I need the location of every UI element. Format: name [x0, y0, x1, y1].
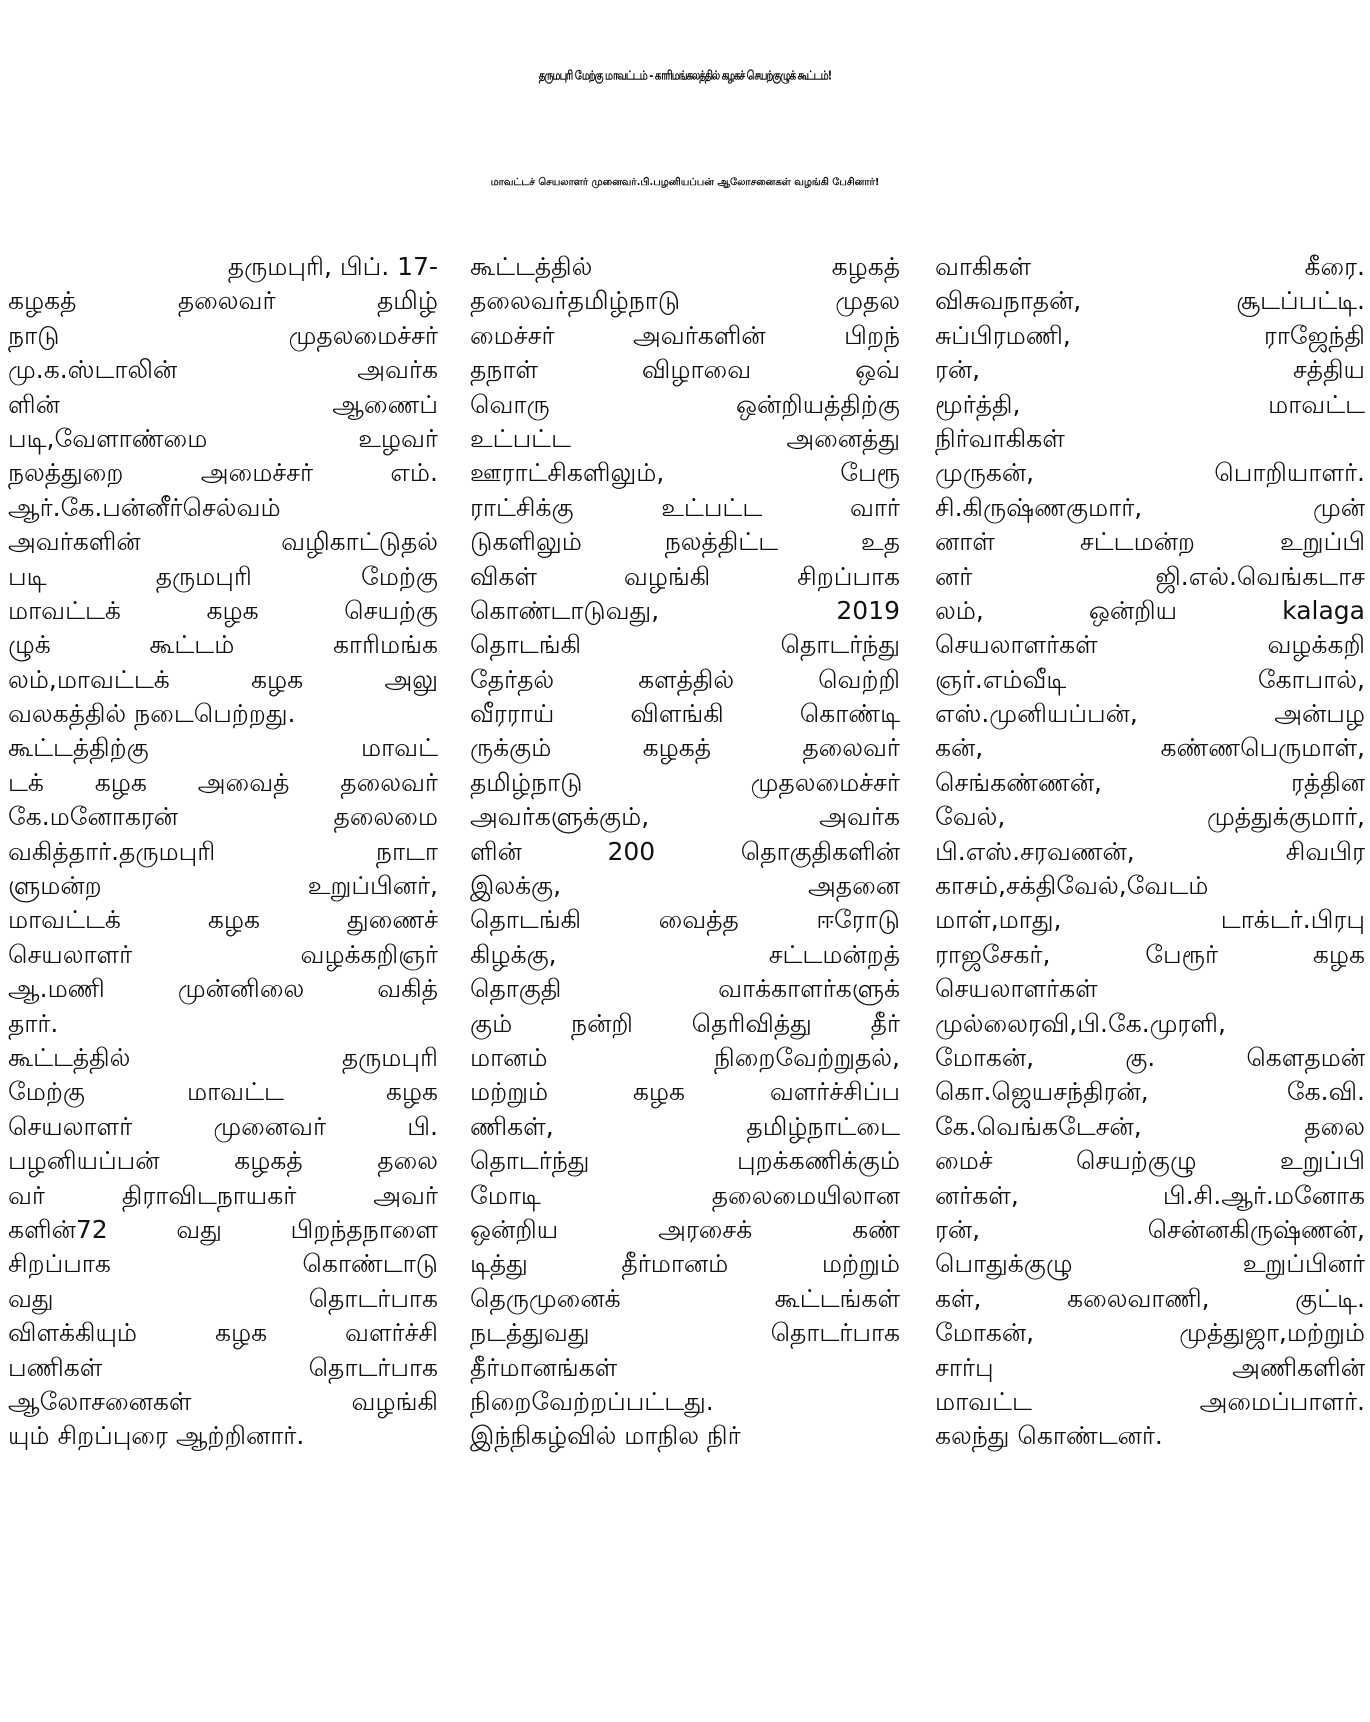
- article-line: ணிகள், தமிழ்நாட்டை: [470, 1111, 900, 1141]
- article-line: மாள்,மாது, டாக்டர்.பிரபு: [935, 905, 1365, 935]
- article-line: கூட்டத்தில் தருமபுரி: [8, 1042, 438, 1072]
- article-line: டுகளிலும் நலத்திட்ட உத: [470, 527, 900, 557]
- article-line: மானம் நிறைவேற்றுதல்,: [470, 1042, 900, 1072]
- article-line: மைச் செயற்குழு உறுப்பி: [935, 1146, 1365, 1176]
- article-line: னாள் சட்டமன்ற உறுப்பி: [935, 527, 1365, 557]
- article-line: செயலாளர்கள்: [935, 974, 1098, 1004]
- article-line: செயலாளர்கள் வழக்கறி: [935, 630, 1365, 660]
- article-line: சார்பு அணிகளின்: [935, 1352, 1365, 1382]
- article-line: தார்.: [8, 1008, 59, 1038]
- article-line: ரன், சென்னகிருஷ்ணன்,: [935, 1214, 1365, 1244]
- article-line: கள், கலைவாணி, குட்டி.: [935, 1283, 1365, 1313]
- article-line: படி தருமபுரி மேற்கு: [8, 561, 438, 591]
- article-line: ஒன்றிய அரசைக் கண்: [470, 1214, 900, 1244]
- article-line: மற்றும் கழக வளர்ச்சிப்ப: [470, 1077, 900, 1107]
- article-line: வேல், முத்துக்குமார்,: [935, 802, 1365, 832]
- article-line: வீரராய் விளங்கி கொண்டி: [470, 699, 900, 729]
- article-line: பணிகள் தொடர்பாக: [8, 1352, 438, 1382]
- article-line: தருமபுரி, பிப். 17-: [227, 252, 438, 281]
- article-line: செயலாளர் வழக்கறிஞர்: [8, 939, 438, 969]
- article-line: களின்72 வது பிறந்தநாளை: [8, 1214, 438, 1244]
- article-line: லம், ஒன்றிய kalaga: [935, 595, 1365, 625]
- article-line: மோகன், முத்துஜா,மற்றும்: [935, 1318, 1365, 1348]
- article-column-3: [935, 250, 1365, 1454]
- article-line: டக் கழக அவைத் தலைவர்: [8, 767, 438, 797]
- article-line: தொடங்கி வைத்த ஈரோடு: [470, 905, 900, 935]
- article-line: சி.கிருஷ்ணகுமார், முன்: [935, 492, 1365, 522]
- article-line: கூட்டத்திற்கு மாவட்: [8, 733, 438, 763]
- article-line: மைச்சர் அவர்களின் பிறந்: [470, 320, 900, 350]
- article-line: னர் ஜி.எல்.வெங்கடாச: [935, 561, 1365, 591]
- article-line: சிறப்பாக கொண்டாடு: [8, 1249, 438, 1279]
- article-line: சுப்பிரமணி, ராஜேந்தி: [935, 320, 1365, 350]
- article-line: வாகிகள் கீரை.: [935, 252, 1365, 281]
- article-line: ஆர்.கே.பன்னீர்செல்வம்: [8, 492, 281, 522]
- article-line: பி.எஸ்.சரவணன், சிவபிர: [935, 836, 1365, 866]
- article-line: விசுவநாதன், சூடப்பட்டி.: [935, 286, 1365, 316]
- article-line: லம்,மாவட்டக் கழக அலு: [8, 664, 438, 694]
- article-line: கிழக்கு, சட்டமன்றத்: [470, 939, 900, 969]
- article-line: முல்லைரவி,பி.கே.முரளி,: [935, 1008, 1226, 1038]
- article-line: விகள் வழங்கி சிறப்பாக: [470, 561, 900, 591]
- article-line: மாவட்டக் கழக செயற்கு: [8, 595, 438, 625]
- article-line: காசம்,சக்திவேல்,வேடம்: [935, 871, 1209, 901]
- article-line: வலகத்தில் நடைபெற்றது.: [8, 699, 296, 729]
- article-line: ளின் 200 தொகுதிகளின்: [470, 836, 900, 866]
- article-line: தநாள் விழாவை ஒவ்: [470, 355, 900, 385]
- article-line: கே.மனோகரன் தலைமை: [8, 802, 438, 832]
- article-line: தமிழ்நாடு முதலமைச்சர்: [470, 767, 900, 797]
- article-line: வர் திராவிடநாயகர் அவர்: [8, 1180, 438, 1210]
- article-line: படி,வேளாண்மை உழவர்: [8, 423, 438, 453]
- article-line: கொ.ஜெயசந்திரன், கே.வி.: [935, 1077, 1365, 1107]
- article-line: கழகத் தலைவர் தமிழ்: [8, 286, 438, 316]
- article-column-2: [470, 250, 900, 1454]
- article-line: இந்நிகழ்வில் மாநில நிர்: [470, 1421, 741, 1451]
- article-line: தீர்மானங்கள்: [470, 1352, 618, 1382]
- headline: தருமபுரி மேற்கு மாவட்டம் - காரிமங்கலத்தில் கழகச் செயற்குழுக் கூட்டம்!: [538, 69, 832, 83]
- article-line: ஆலோசனைகள் வழங்கி: [8, 1386, 438, 1416]
- article-line: மாவட்ட அமைப்பாளர்.: [935, 1386, 1365, 1416]
- article-line: ரன், சத்திய: [935, 355, 1365, 385]
- article-line: தொடர்ந்து புறக்கணிக்கும்: [470, 1146, 900, 1176]
- article-line: கன், கண்ணபெருமாள்,: [935, 733, 1365, 763]
- article-line: எஸ்.முனியப்பன், அன்பழ: [935, 699, 1365, 729]
- article-line: வொரு ஒன்றியத்திற்கு: [470, 389, 900, 419]
- article-line: பழனியப்பன் கழகத் தலை: [8, 1146, 438, 1176]
- article-line: ஊராட்சிகளிலும், பேரூ: [470, 458, 900, 488]
- article-line: பொதுக்குழு உறுப்பினர்: [935, 1249, 1365, 1279]
- article-line: அவர்களின் வழிகாட்டுதல்: [8, 527, 438, 557]
- article-line: ழுக் கூட்டம் காரிமங்க: [8, 630, 438, 660]
- article-line: அவர்களுக்கும், அவர்க: [470, 802, 900, 832]
- article-line: நிர்வாகிகள்: [935, 423, 1065, 453]
- article-line: னர்கள், பி.சி.ஆர்.மனோக: [935, 1180, 1365, 1210]
- article-line: விளக்கியும் கழக வளர்ச்சி: [8, 1318, 438, 1348]
- article-line: மாவட்டக் கழக துணைச்: [8, 905, 438, 935]
- article-line: யும் சிறப்புரை ஆற்றினார்.: [8, 1421, 305, 1451]
- article-line: மு.க.ஸ்டாலின் அவர்க: [8, 355, 438, 385]
- article-line: செயலாளர் முனைவர் பி.: [8, 1111, 438, 1141]
- article-line: உட்பட்ட அனைத்து: [470, 423, 900, 453]
- article-line: ருக்கும் கழகத் தலைவர்: [470, 733, 900, 763]
- article-line: கொண்டாடுவது, 2019: [470, 595, 900, 625]
- article-line: செங்கண்ணன், ரத்தின: [935, 767, 1365, 797]
- article-line: ராட்சிக்கு உட்பட்ட வார்: [470, 492, 900, 522]
- article-line: வகித்தார்.தருமபுரி நாடா: [8, 836, 438, 866]
- article-line: நாடு முதலமைச்சர்: [8, 320, 438, 350]
- subheadline: மாவட்டச் செயலாளர் முனைவர்.பி.பழனியப்பன் ஆலோசனைகள் வழங்கி பேசினார்!: [490, 177, 880, 188]
- article-line: இலக்கு, அதனை: [470, 871, 900, 901]
- article-line: நலத்துறை அமைச்சர் எம்.: [8, 458, 438, 488]
- article-line: நிறைவேற்றப்பட்டது.: [470, 1386, 714, 1416]
- article-line: ஆ.மணி முன்னிலை வகித்: [8, 974, 438, 1004]
- article-line: கும் நன்றி தெரிவித்து தீர்: [470, 1008, 900, 1038]
- article-line: வது தொடர்பாக: [8, 1283, 438, 1313]
- article-line: கூட்டத்தில் கழகத்: [470, 252, 900, 281]
- article-line: ஞர்.எம்வீடி கோபால்,: [935, 664, 1365, 694]
- article-line: தொகுதி வாக்காளர்களுக்: [470, 974, 900, 1004]
- article-line: ளின் ஆணைப்: [8, 389, 438, 419]
- article-line: தேர்தல் களத்தில் வெற்றி: [470, 664, 900, 694]
- article-line: மோடி தலைமையிலான: [470, 1180, 900, 1210]
- article-line: கே.வெங்கடேசன், தலை: [935, 1111, 1365, 1141]
- article-line: ளுமன்ற உறுப்பினர்,: [8, 871, 438, 901]
- article-line: டித்து தீர்மானம் மற்றும்: [470, 1249, 900, 1279]
- article-line: மேற்கு மாவட்ட கழக: [8, 1077, 438, 1107]
- article-line: நடத்துவது தொடர்பாக: [470, 1318, 900, 1348]
- article-column-1: [8, 250, 438, 1454]
- article-line: தலைவர்தமிழ்நாடு முதல: [470, 286, 900, 316]
- article-line: முருகன், பொறியாளர்.: [935, 458, 1365, 488]
- article-line: மூர்த்தி, மாவட்ட: [935, 389, 1365, 419]
- article-line: மோகன், கு. கௌதமன்: [935, 1042, 1365, 1072]
- article-line: கலந்து கொண்டனர்.: [935, 1421, 1163, 1451]
- article-line: தொடங்கி தொடர்ந்து: [470, 630, 900, 660]
- article-line: தெருமுனைக் கூட்டங்கள்: [470, 1283, 900, 1313]
- article-line: ராஜசேகர், பேரூர் கழக: [935, 939, 1365, 969]
